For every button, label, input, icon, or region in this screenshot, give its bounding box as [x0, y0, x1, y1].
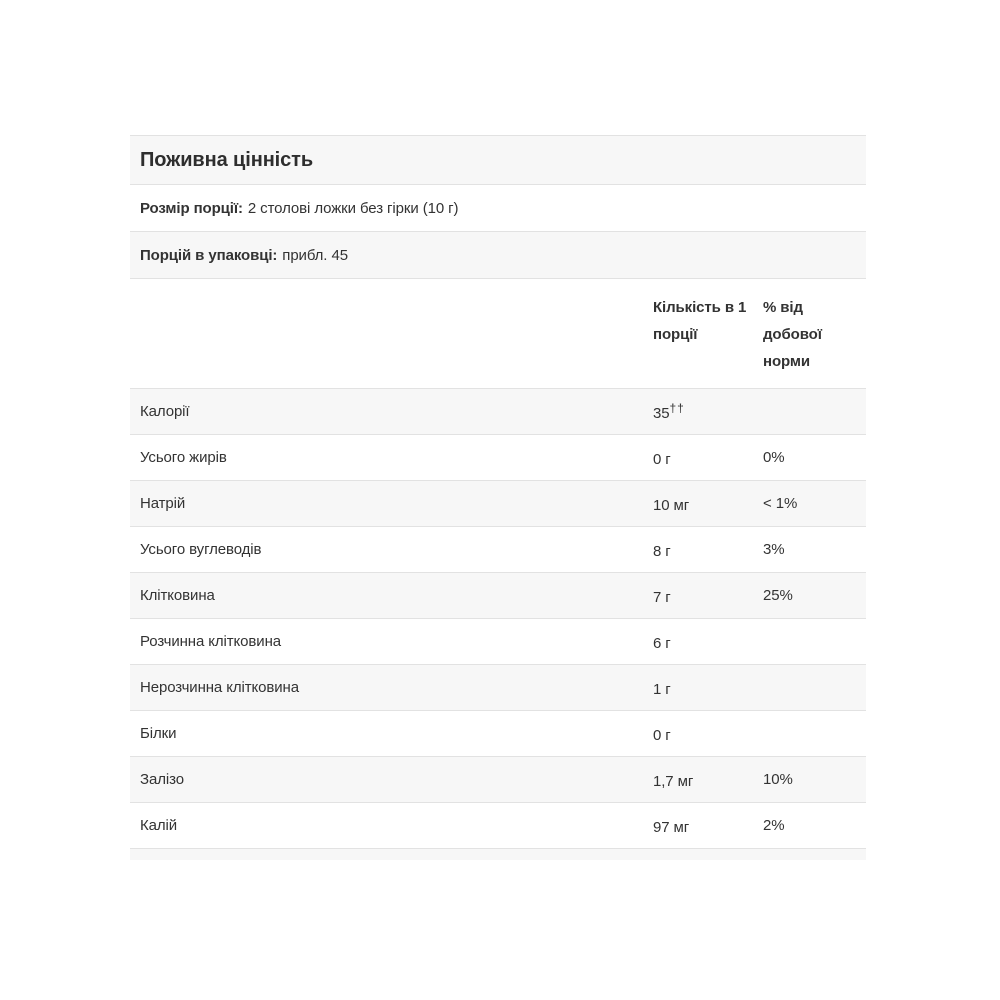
nutrition-row [130, 572, 866, 618]
row-daily-value: 25% [763, 587, 793, 604]
row-label: Білки [140, 725, 177, 742]
row-label: Натрій [140, 495, 186, 512]
row-amount: 35†† [653, 401, 685, 422]
row-amount: 8 г [653, 543, 671, 560]
serving-size-value: 2 столові ложки без гірки (10 г) [247, 199, 459, 217]
nutrition-row [130, 664, 866, 710]
row-daily-value: 3% [763, 541, 785, 558]
servings-per-container-label: Порцій в упаковці: [140, 246, 278, 264]
row-amount: 6 г [653, 635, 671, 652]
nutrition-title-row [130, 135, 866, 184]
row-daily-value: 0% [763, 449, 785, 466]
nutrition-row [130, 710, 866, 756]
panel-bottom-strip [130, 848, 866, 860]
servings-per-container-value: прибл. 45 [282, 246, 348, 264]
row-amount: 1,7 мг [653, 773, 694, 790]
serving-size-row [130, 184, 866, 231]
row-label: Клітковина [140, 587, 215, 604]
nutrition-row [130, 480, 866, 526]
serving-size-label: Розмір порції: [140, 199, 243, 217]
nutrition-facts-panel [130, 135, 866, 860]
column-header-row [130, 278, 866, 388]
row-amount: 0 г [653, 451, 671, 468]
row-label: Залізо [140, 771, 184, 788]
row-label: Калорії [140, 403, 190, 420]
nutrition-title: Поживна цінність [140, 148, 314, 171]
row-daily-value: 2% [763, 817, 785, 834]
row-label: Усього вуглеводів [140, 541, 262, 558]
nutrition-row [130, 434, 866, 480]
row-amount: 7 г [653, 589, 671, 606]
servings-per-container-row [130, 231, 866, 278]
row-label: Нерозчинна клітковина [140, 679, 299, 696]
nutrition-row [130, 526, 866, 572]
nutrition-row [130, 756, 866, 802]
dagger-footnote-marker: †† [669, 401, 685, 415]
row-label: Розчинна клітковина [140, 633, 282, 650]
nutrition-rows [130, 388, 866, 848]
daily-value-column-header: % від добової норми [763, 299, 822, 370]
nutrition-row [130, 618, 866, 664]
row-amount: 10 мг [653, 497, 690, 514]
row-label: Усього жирів [140, 449, 227, 466]
row-daily-value: 10% [763, 771, 793, 788]
nutrition-row [130, 802, 866, 848]
row-amount: 97 мг [653, 819, 690, 836]
row-amount: 0 г [653, 727, 671, 744]
row-label: Калій [140, 817, 178, 834]
nutrition-row [130, 388, 866, 434]
row-amount: 1 г [653, 681, 671, 698]
amount-column-header: Кількість в 1 порції [653, 299, 747, 343]
row-daily-value: < 1% [763, 495, 798, 512]
